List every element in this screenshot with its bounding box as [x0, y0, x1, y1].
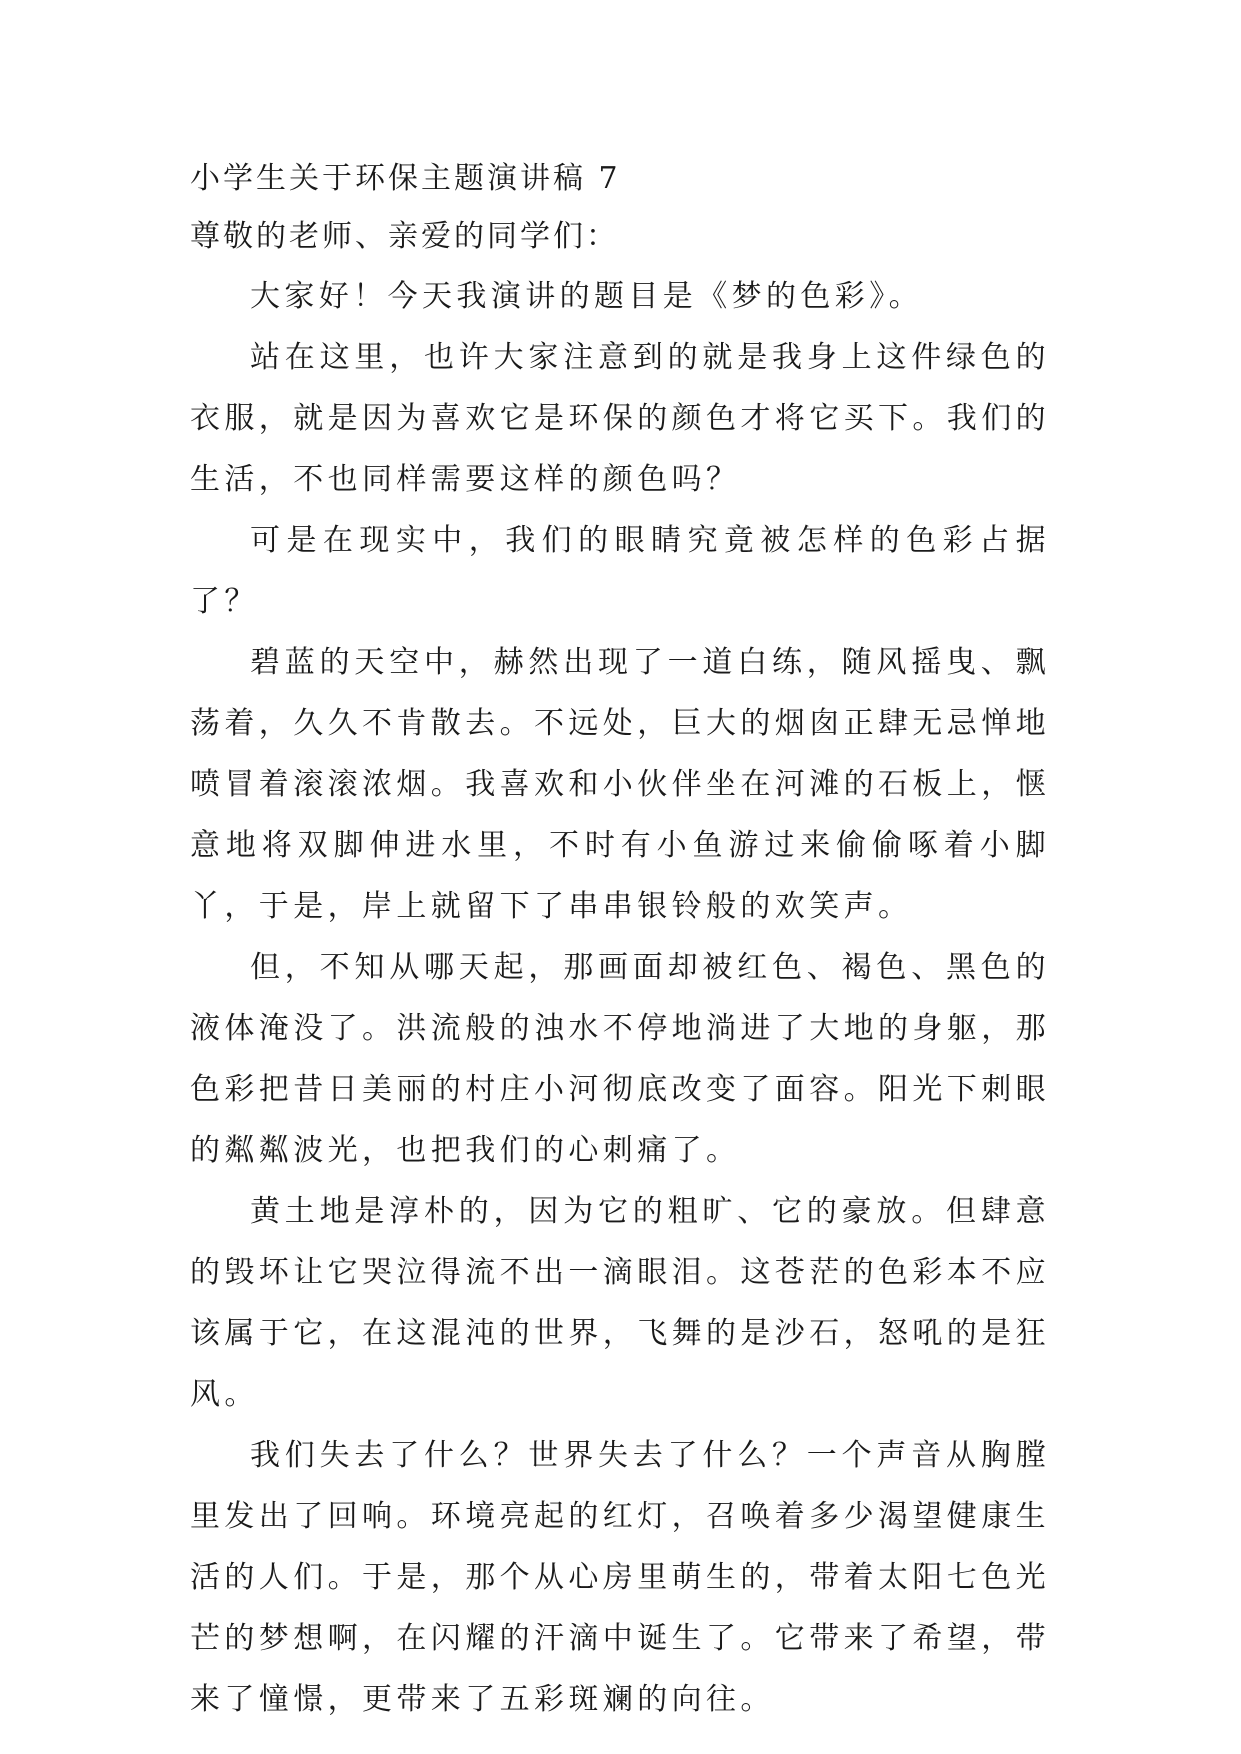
paragraph-7: 我们失去了什么？世界失去了什么？一个声音从胸膛里发出了回响。环境亮起的红灯，召唤着多少渴望健康生活的人们。于是，那个从心房里萌生的，带着太阳七色光芒的梦想啊，在闪耀的汗滴中诞生了。它带来了希望，带来了憧憬，更带来了五彩斑斓的向往。 — [190, 1438, 1050, 1717]
paragraph-2: 站在这里，也许大家注意到的就是我身上这件绿色的衣服，就是因为喜欢它是环保的颜色才将它买下。我们的生活，不也同样需要这样的颜色吗？ — [190, 340, 1050, 497]
paragraph-4: 碧蓝的天空中，赫然出现了一道白练，随风摇曳、飘荡着，久久不肯散去。不远处，巨大的烟囱正肆无忌惮地喷冒着滚滚浓烟。我喜欢和小伙伴坐在河滩的石板上，惬意地将双脚伸进水里，不时有小鱼游过来偷偷啄着小脚丫，于是，岸上就留下了串串银铃般的欢笑声。 — [190, 645, 1050, 924]
greeting: 尊敬的老师、亲爱的同学们： — [190, 219, 619, 254]
paragraph-5: 但，不知从哪天起，那画面却被红色、褐色、黑色的液体淹没了。洪流般的浊水不停地淌进了大地的身躯，那色彩把昔日美丽的村庄小河彻底改变了面容。阳光下刺眼的粼粼波光，也把我们的心刺痛了。 — [190, 950, 1050, 1168]
document-title: 小学生关于环保主题演讲稿 7 — [190, 161, 621, 196]
paragraph-3: 可是在现实中，我们的眼睛究竟被怎样的色彩占据了？ — [190, 523, 1050, 619]
document-body — [190, 150, 1050, 1730]
paragraph-6: 黄土地是淳朴的，因为它的粗旷、它的豪放。但肆意的毁坏让它哭泣得流不出一滴眼泪。这苍茫的色彩本不应该属于它，在这混沌的世界，飞舞的是沙石，怒吼的是狂风。 — [190, 1194, 1050, 1412]
paragraph-1: 大家好！今天我演讲的题目是《梦的色彩》。 — [250, 279, 923, 314]
